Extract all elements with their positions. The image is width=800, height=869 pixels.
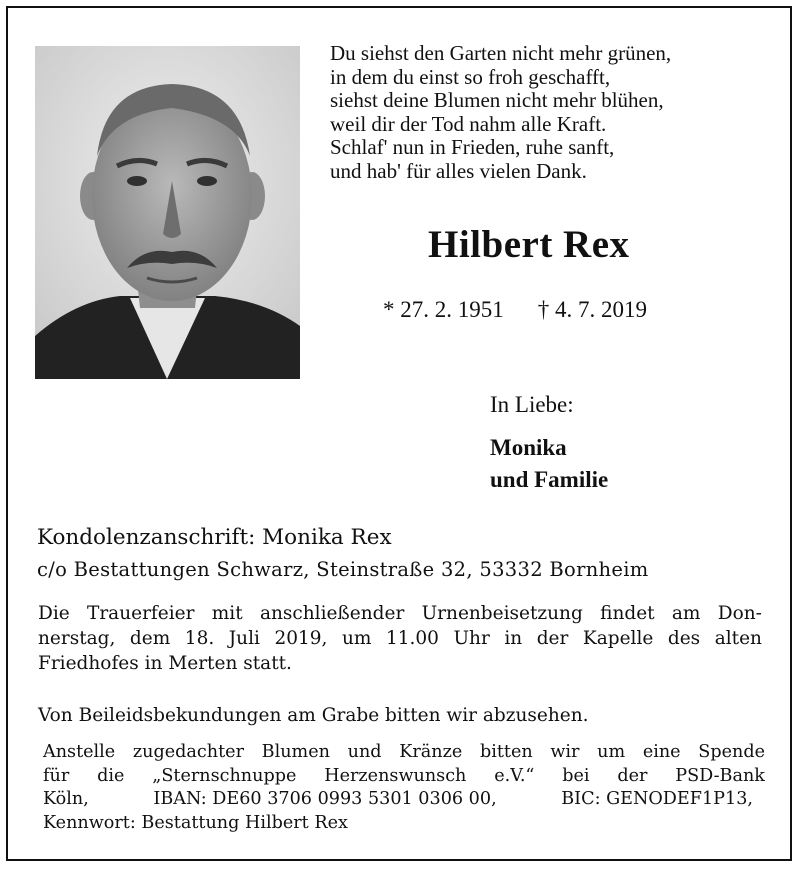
word: um [341,628,372,649]
word: 11.00 [385,628,439,649]
portrait-photo [35,46,300,379]
word: für [43,765,70,786]
word: PSD-Bank [675,765,765,786]
word: findet [600,603,655,624]
word: des [667,628,701,649]
word: alten [714,628,762,649]
condolence-address [37,522,649,586]
word: die [97,765,125,786]
donation-line-1 [43,765,765,789]
word: IBAN: DE60 3706 0993 5301 0306 00, [153,789,497,809]
word: um [597,742,626,762]
donation-line-0 [43,741,765,765]
word: Anstelle [43,742,116,762]
word: Don- [717,603,762,624]
funeral-line-0 [38,601,762,626]
word: Spende [698,742,765,762]
word: wir [550,742,580,762]
mourner-name: Monika [490,435,567,460]
address-line: Kondolenzanschrift: Monika Rex [37,525,392,550]
word: Juli [228,628,260,649]
word: bitten [479,742,533,762]
poem-line: in dem du einst so froh geschafft, [330,64,611,89]
poem-line: Du siehst den Garten nicht mehr grünen, [330,41,672,65]
word: Kapelle [582,628,654,649]
word: nerstag, [38,628,116,649]
poem-line: weil dir der Tod nahm alle Kraft. [330,111,607,136]
donation-line-2 [43,788,753,812]
condolence-request: Von Beileidsbekundungen am Grabe bitten wir abzusehen. [38,705,589,726]
word: Herzenswunsch [324,765,467,786]
word: bei [562,765,590,786]
word: und [347,742,382,762]
address-line: c/o Bestattungen Schwarz, Steinstraße 32, 53332 Bornheim [37,558,649,581]
word: am [671,603,701,624]
in-love-label: In Liebe: [490,392,574,417]
portrait-icon [35,46,300,379]
word: der [617,765,648,786]
word: Urnenbeisetzung [421,603,583,624]
word: Die [38,603,70,624]
word: Kränze [399,742,463,762]
word: BIC: GENODEF1P13, [561,789,753,809]
funeral-line-1 [38,626,762,651]
funeral-paragraph [38,601,762,676]
word: 18. [184,628,215,649]
death-date: † 4. 7. 2019 [537,297,647,322]
word: der [536,628,569,649]
mourner-name: und Familie [490,467,609,492]
memorial-poem [330,42,770,183]
poem-line: siehst deine Blumen nicht mehr blühen, [330,88,664,112]
word: anschließender [259,603,405,624]
birth-date: * 27. 2. 1951 [383,297,504,322]
word: in [504,628,523,649]
word: Trauerfeier [87,603,195,624]
word: eine [642,742,681,762]
word: dem [129,628,171,649]
word: e.V.“ [494,765,535,786]
poem-line: Schlaf' nun in Frieden, ruhe sanft, [330,135,615,159]
donation-paragraph [43,741,765,835]
word: zugedachter [132,742,244,762]
donation-line: Kennwort: Bestattung Hilbert Rex [43,812,348,833]
word: „Sternschnuppe [152,765,297,786]
deceased-name: Hilbert Rex [428,223,630,266]
life-dates [383,297,647,323]
word: 2019, [274,628,328,649]
word: mit [211,603,243,624]
word: Blumen [261,742,330,762]
mourners [490,432,608,496]
poem-line: und hab' für alles vielen Dank. [330,158,587,183]
word: Köln, [43,789,89,809]
funeral-line: Friedhofes in Merten statt. [38,653,292,674]
word: Uhr [453,628,490,649]
